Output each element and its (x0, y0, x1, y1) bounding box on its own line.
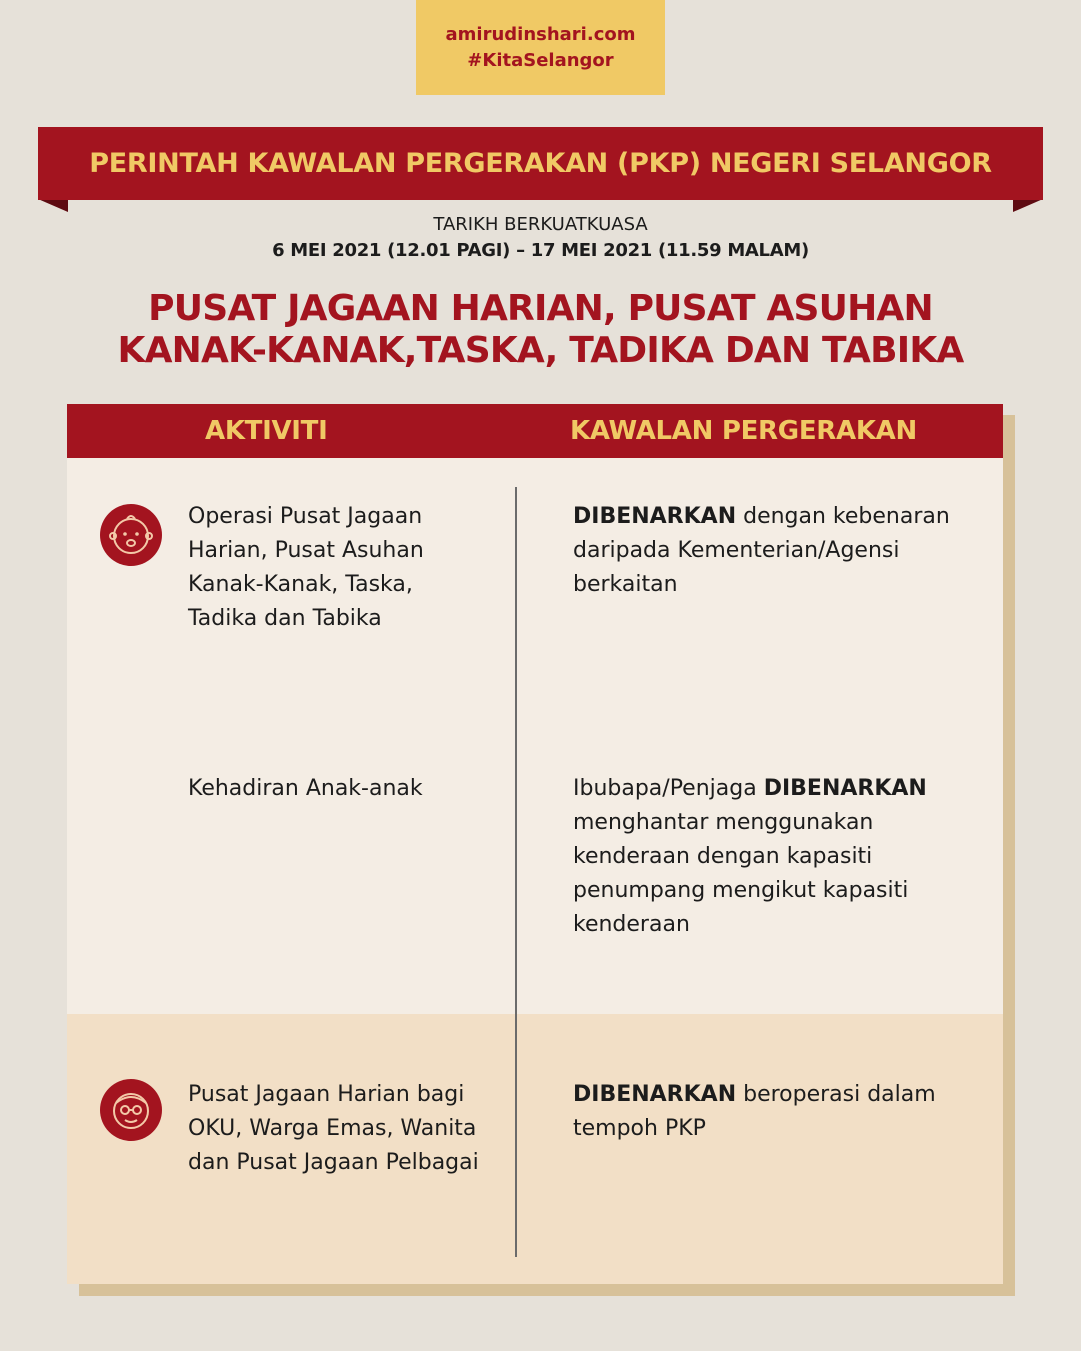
row-2-control-status: DIBENARKAN (763, 776, 927, 801)
row-1-control (573, 500, 983, 602)
site-url: amirudinshari.com (445, 24, 636, 45)
row-1-control-status: DIBENARKAN (573, 504, 737, 529)
row-1-control-detail: dengan kebenaran daripada Kementerian/Agensi berkaitan (573, 504, 950, 597)
row-2-activity: Kehadiran Anak-anak (188, 776, 423, 801)
col-header-control: KAWALAN PERGERAKAN (570, 416, 917, 446)
baby-face-icon (100, 504, 162, 566)
col-header-activity: AKTIVITI (205, 416, 328, 446)
row-2-control (573, 772, 963, 942)
heading-line-1: PUSAT JAGAAN HARIAN, PUSAT ASUHAN (148, 288, 933, 329)
row-3-control-detail: beroperasi dalam tempoh PKP (573, 1082, 936, 1141)
rules-table (67, 404, 1003, 1284)
site-tag (416, 0, 665, 95)
heading-line-2: KANAK-KANAK,TASKA, TADIKA DAN TABIKA (117, 330, 964, 371)
row-2-control-subject: Ibubapa/Penjaga (573, 776, 764, 801)
row-1-activity: Operasi Pusat Jagaan Harian, Pusat Asuhan Kanak-Kanak, Taska, Tadika dan Tabika (188, 504, 424, 631)
row-3-activity: Pusat Jagaan Harian bagi OKU, Warga Emas, Wanita dan Pusat Jagaan Pelbagai (188, 1082, 479, 1175)
effective-label: TARIKH BERKUATKUASA (433, 214, 648, 235)
elderly-face-icon (100, 1079, 162, 1141)
row-3-control (573, 1078, 973, 1146)
row-3-control-status: DIBENARKAN (573, 1082, 737, 1107)
effective-dates: 6 MEI 2021 (12.01 PAGI) – 17 MEI 2021 (11.59 MALAM) (272, 240, 809, 261)
ribbon-fold-right (1013, 199, 1043, 212)
column-divider (515, 487, 517, 1257)
page-heading (0, 288, 1081, 372)
ribbon-fold-left (38, 199, 68, 212)
row-2-control-detail: menghantar menggunakan kenderaan dengan kapasiti penumpang mengikut kapasiti kenderaan (573, 810, 909, 937)
banner-title: PERINTAH KAWALAN PERGERAKAN (PKP) NEGERI SELANGOR (38, 127, 1043, 200)
hashtag: #KitaSelangor (467, 50, 614, 71)
table-header (67, 404, 1003, 458)
